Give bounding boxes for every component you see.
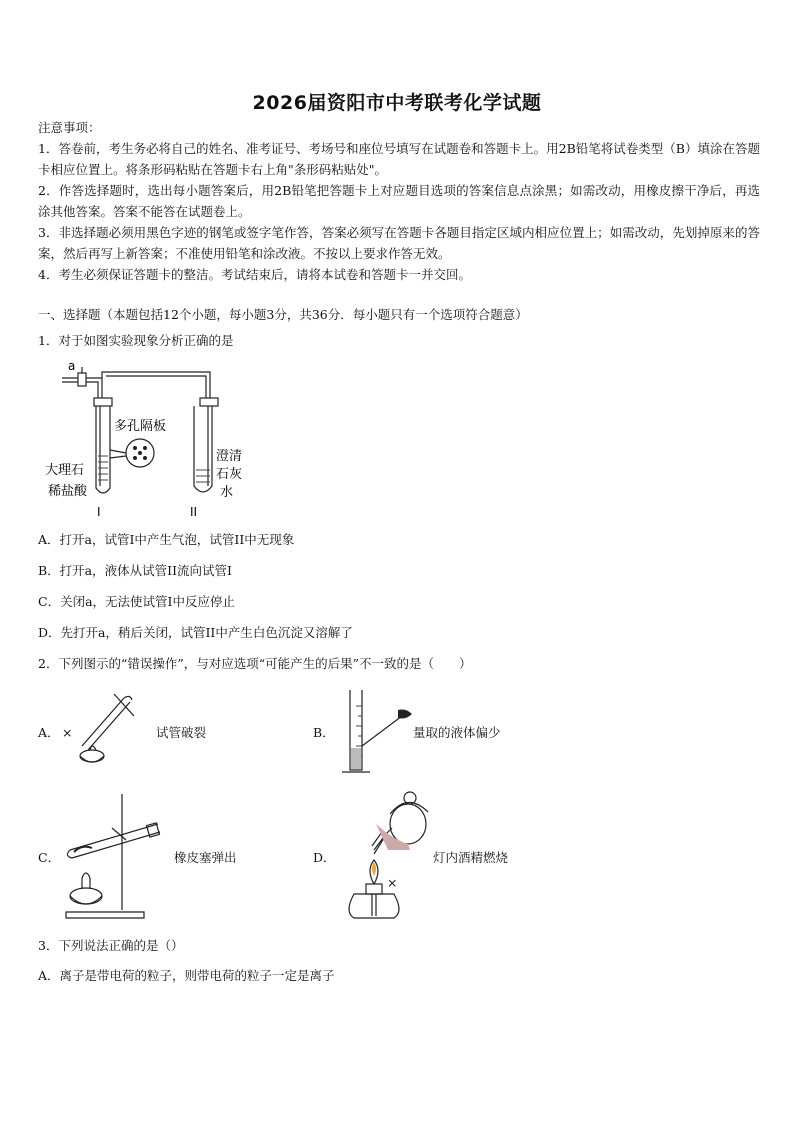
question-2-stem: 2．下列图示的“错误操作”，与对应选项“可能产生的后果”不一致的是（ ） [38,656,472,671]
page-title: 2026届资阳市中考联考化学试题 [252,92,542,114]
q2-option-a-figure [74,688,146,772]
q2-option-c-result: 橡皮塞弹出 [174,850,237,865]
q1-option-c: C．关闭a，无法使试管I中反应停止 [38,594,235,609]
q2-option-a-result: 试管破裂 [156,725,207,740]
note-item: 3．非选择题必须用黑色字迹的钢笔或签字笔作答，答案必须写在答题卡各题目指定区域内相应位置上；如需改动，先划掉原来的答案，然后再写上新答案；不准使用铅笔和涂改液。不按以上要求作答无效。 [38,225,760,261]
q2-option-b-letter: B． [313,725,335,740]
q2-option-a-cross-mark: × [62,725,73,740]
q3-option-a: A．离子是带电荷的粒子，则带电荷的粒子一定是离子 [38,968,335,983]
note-item: 1．答卷前，考生务必将自己的姓名、准考证号、考场号和座位号填写在试题卷和答题卡上。用2B铅笔将试卷类型（B）填涂在答题卡相应位置上。将条形码粘贴在答题卡右上角"条形码粘贴处"。 [38,141,760,177]
q2-option-d-cross-mark: × [387,875,398,890]
note-item: 4．考生必须保证答题卡的整洁。考试结束后，请将本试卷和答题卡一并交回。 [38,267,471,282]
q2-option-c-letter: C． [38,850,61,865]
q2-option-b-figure [336,686,416,776]
partition-label: 多孔隔板 [114,419,167,434]
limewater-label-3: 水 [220,485,234,500]
note-item: 2．作答选择题时，选出每小题答案后，用2B铅笔把答题卡上对应题目选项的答案信息点涂黑；如需改动，用橡皮擦干净后，再选涂其他答案。答案不能答在试题卷上。 [38,183,760,219]
q1-option-b: B．打开a，液体从试管II流向试管I [38,563,232,578]
q2-option-d-letter: D． [313,850,336,865]
q1-option-d: D．先打开a，稍后关闭，试管II中产生白色沉淀又溶解了 [38,625,353,640]
q1-option-a: A．打开a，试管I中产生气泡，试管II中无现象 [38,532,295,547]
notes-heading: 注意事项： [38,120,101,135]
q2-option-d-figure [336,784,436,924]
valve-a-label: a [68,359,76,373]
marble-label: 大理石 [45,463,85,478]
q2-option-b-result: 量取的液体偏少 [413,725,501,740]
q2-option-a-letter: A． [38,725,60,740]
q2-option-d-result: 灯内酒精燃烧 [433,850,509,865]
question-3-stem: 3．下列说法正确的是（） [38,938,184,953]
section-heading: 一、选择题（本题包括12个小题，每小题3分，共36分．每小题只有一个选项符合题意） [38,307,528,322]
limewater-label-2: 石灰 [216,467,243,482]
tube-1-label: I [97,505,101,519]
tube-2-label: II [190,505,198,519]
acid-label: 稀盐酸 [48,484,88,499]
q2-option-c-figure [62,790,170,922]
question-1-stem: 1．对于如图实验现象分析正确的是 [38,333,234,348]
limewater-label-1: 澄清 [216,449,243,464]
q1-apparatus-figure [40,358,260,520]
notes-block [38,117,760,285]
